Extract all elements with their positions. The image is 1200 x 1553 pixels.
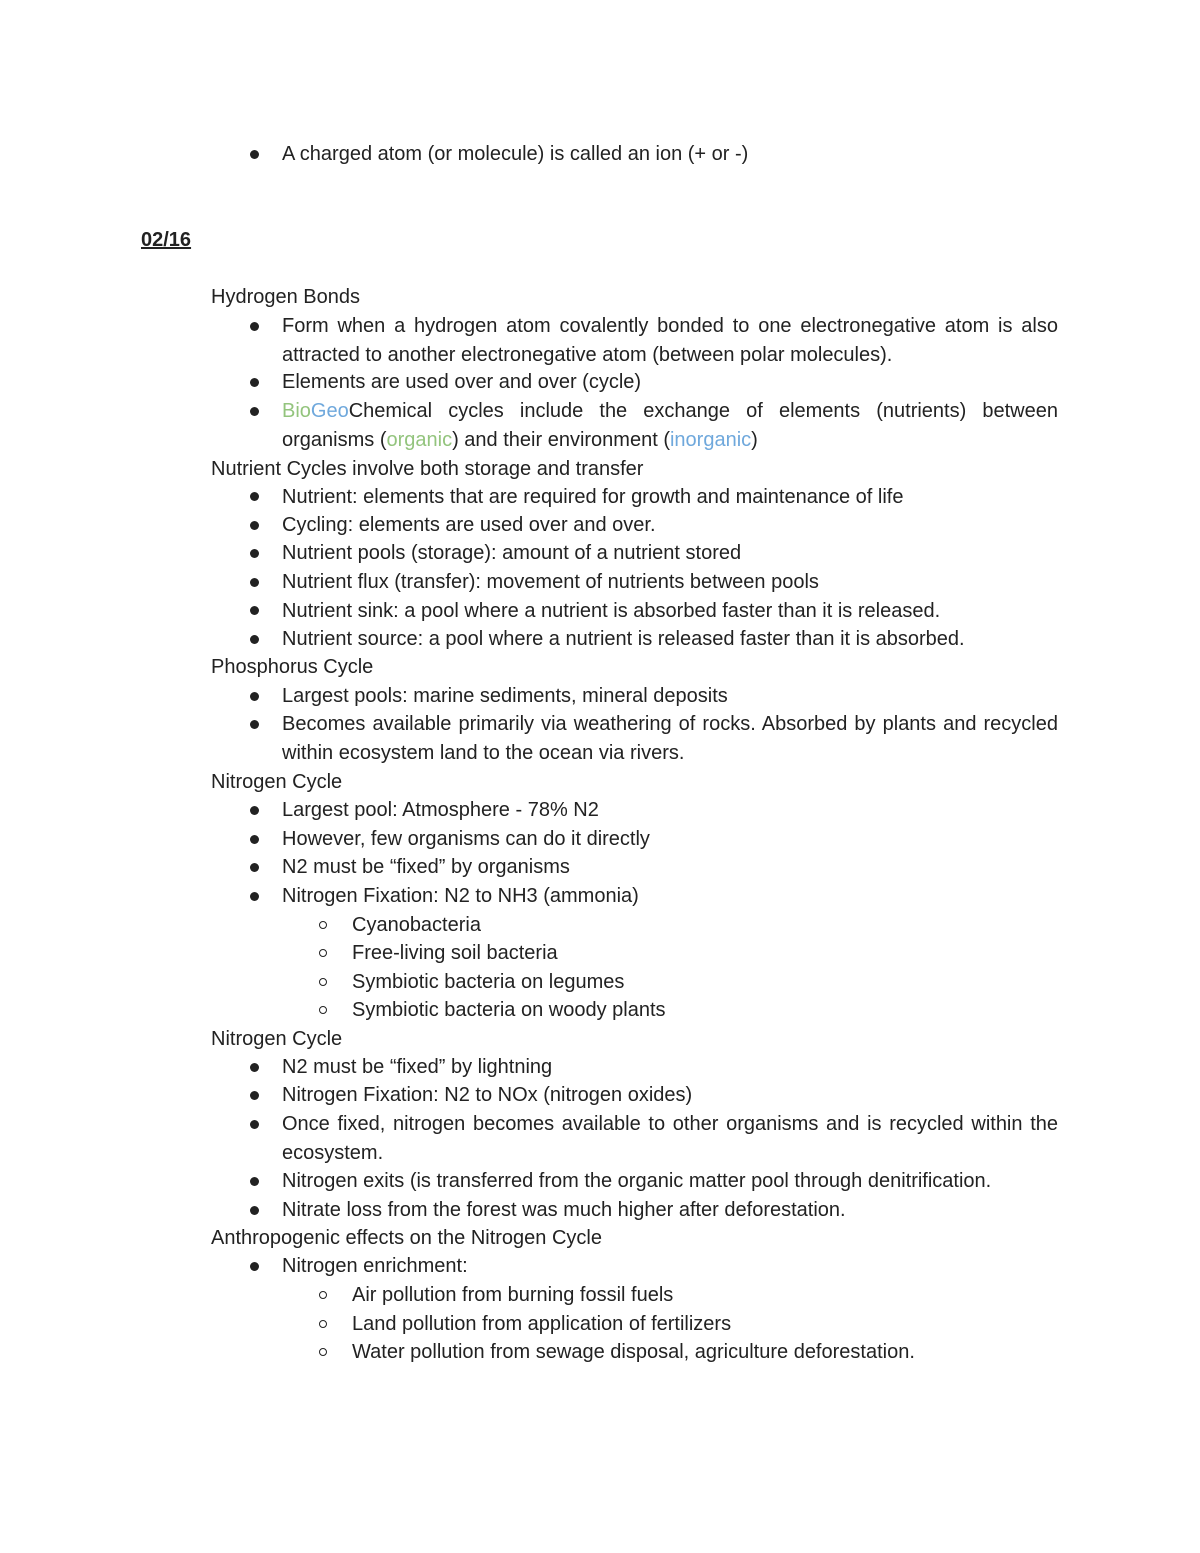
- nitrogen2-bullet-2: Nitrogen Fixation: N2 to NOx (nitrogen oxides): [282, 1084, 693, 1106]
- bullet-disc-icon: [250, 1091, 259, 1100]
- nitrogen-item: However, few organisms can do it directly: [282, 828, 650, 850]
- anthropogenic-bullet-1: Nitrogen enrichment:: [282, 1255, 468, 1277]
- biogeo-rest-text: Chemical cycles include the exchange of elements (nutrients) between organisms (: [282, 400, 1058, 451]
- nutrient-item: Nutrient pools (storage): amount of a nutrient stored: [282, 542, 742, 564]
- closing-paren-text: ): [751, 428, 758, 451]
- nitrogen2-bullet-4: Nitrogen exits (is transferred from the organic matter pool through denitrification.: [282, 1170, 992, 1192]
- phosphorus-bullet-2: Becomes available primarily via weathering of rocks. Absorbed by plants and recycled within ecosystem land to the ocean via rivers.: [282, 713, 1058, 764]
- bullet-disc-icon: [250, 835, 259, 844]
- bullet-disc-icon: [250, 407, 259, 416]
- section-title-hydrogen-bonds: Hydrogen Bonds: [211, 286, 360, 308]
- bullet-disc-icon: [250, 378, 259, 387]
- section-title-nutrient-cycles: Nutrient Cycles involve both storage and transfer: [211, 458, 644, 480]
- nitrogen-sub-item: Cyanobacteria: [352, 914, 481, 936]
- bullet-disc-icon: [250, 1063, 259, 1072]
- bullet-circle-icon: [319, 949, 327, 957]
- anthropogenic-sub-item: Air pollution from burning fossil fuels: [352, 1284, 674, 1306]
- nitrogen-sub-item: Free-living soil bacteria: [352, 942, 558, 964]
- bullet-disc-icon: [250, 692, 259, 701]
- bullet-disc-icon: [250, 606, 259, 615]
- bullet-disc-icon: [250, 892, 259, 901]
- bullet-disc-icon: [250, 578, 259, 587]
- bullet-circle-icon: [319, 1291, 327, 1299]
- hydrogen-bonds-bullet-3: [282, 397, 1058, 454]
- bio-text: Bio: [282, 400, 311, 422]
- inorganic-text: inorganic: [669, 428, 752, 451]
- bullet-disc-icon: [250, 863, 259, 872]
- nutrient-item: Nutrient flux (transfer): movement of nutrients between pools: [282, 571, 819, 593]
- nitrogen-item: Nitrogen Fixation: N2 to NH3 (ammonia): [282, 885, 639, 907]
- nitrogen-sub-item: Symbiotic bacteria on woody plants: [352, 999, 666, 1021]
- nitrogen-item: N2 must be “fixed” by organisms: [282, 856, 570, 878]
- nutrient-item: Nutrient sink: a pool where a nutrient is absorbed faster than it is released.: [282, 600, 941, 622]
- bullet-circle-icon: [319, 1348, 327, 1356]
- date-heading: 02/16: [141, 229, 192, 251]
- bullet-disc-icon: [250, 806, 259, 815]
- section-title-phosphorus: Phosphorus Cycle: [211, 656, 374, 678]
- nutrient-item: Nutrient source: a pool where a nutrient is released faster than it is absorbed.: [282, 628, 965, 650]
- bullet-circle-icon: [319, 1320, 327, 1328]
- geo-text: Geo: [310, 400, 349, 422]
- intro-bullet-text: A charged atom (or molecule) is called an ion (+ or -): [282, 143, 749, 165]
- bullet-disc-icon: [250, 322, 259, 331]
- section-title-nitrogen-cycle: Nitrogen Cycle: [211, 771, 343, 793]
- nutrient-item: Nutrient: elements that are required for growth and maintenance of life: [282, 486, 904, 508]
- bullet-circle-icon: [319, 978, 327, 986]
- nitrogen2-bullet-3: Once fixed, nitrogen becomes available to other organisms and is recycled within the ecosystem.: [282, 1113, 1058, 1164]
- bullet-disc-icon: [250, 720, 259, 729]
- hydrogen-bonds-bullet-1: Form when a hydrogen atom covalently bonded to one electronegative atom is also attracted to another electronegative atom (between polar molecules).: [282, 315, 1058, 366]
- bullet-disc-icon: [250, 1206, 259, 1215]
- bullet-disc-icon: [250, 1177, 259, 1186]
- nutrient-item: Cycling: elements are used over and over.: [282, 514, 656, 536]
- nitrogen-sub-item: Symbiotic bacteria on legumes: [352, 971, 625, 993]
- nitrogen2-bullet-1: N2 must be “fixed” by lightning: [282, 1056, 553, 1078]
- bullet-disc-icon: [250, 1262, 259, 1271]
- bullet-disc-icon: [250, 635, 259, 644]
- bullet-disc-icon: [250, 150, 259, 159]
- anthropogenic-sub-item: Land pollution from application of fertilizers: [352, 1313, 732, 1335]
- nitrogen2-bullet-5: Nitrate loss from the forest was much higher after deforestation.: [282, 1199, 846, 1221]
- anthropogenic-sub-item: Water pollution from sewage disposal, agriculture deforestation.: [352, 1341, 915, 1363]
- bullet-circle-icon: [319, 921, 327, 929]
- organic-text: organic: [386, 428, 453, 451]
- bullet-circle-icon: [319, 1006, 327, 1014]
- nitrogen-item: Largest pool: Atmosphere - 78% N2: [282, 799, 599, 821]
- section-title-nitrogen-cycle-2: Nitrogen Cycle: [211, 1028, 343, 1050]
- bullet-disc-icon: [250, 492, 259, 501]
- section-title-anthropogenic: Anthropogenic effects on the Nitrogen Cycle: [211, 1227, 602, 1249]
- bullet-disc-icon: [250, 1120, 259, 1129]
- environment-text: ) and their environment (: [452, 428, 670, 451]
- bullet-disc-icon: [250, 521, 259, 530]
- phosphorus-bullet-1: Largest pools: marine sediments, mineral deposits: [282, 685, 728, 707]
- bullet-disc-icon: [250, 549, 259, 558]
- hydrogen-bonds-bullet-2: Elements are used over and over (cycle): [282, 371, 642, 393]
